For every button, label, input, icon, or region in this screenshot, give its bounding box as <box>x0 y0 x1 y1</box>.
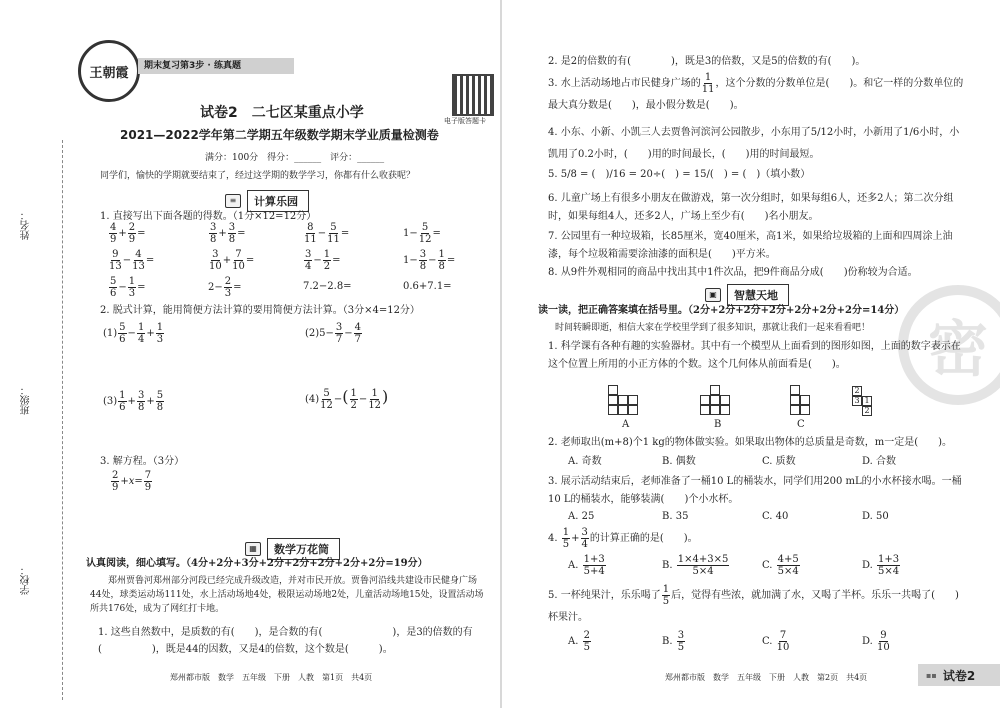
q2-item-3: (3) $\frac{1}{6}$ + $\frac{3}{8}$ + $\frac{5}{8}$ <box>103 390 164 413</box>
opt-letter: D. <box>862 636 873 647</box>
choice-q4: 4. $\frac{1}{5}$ + $\frac{3}{4}$ 的计算正确的是( )。 <box>548 527 698 550</box>
fill-q2: 2. 是2的倍数的有( )，既是3的倍数，又是5的倍数的有( )。 <box>548 56 866 67</box>
exam-title: 试卷2 二七区某重点小学 <box>200 105 364 121</box>
calc-item: $\frac{9}{13}$ − $\frac{4}{13}$ = <box>109 249 155 272</box>
calc-item: 2− $\frac{2}{3}$ = <box>208 276 242 299</box>
choice-q5-opt-a[interactable]: A. $\frac{2}{5}$ <box>568 630 590 653</box>
choice-q4-opt-c[interactable]: C. $\frac{4+5}{5\times 4}$ <box>762 554 799 577</box>
stamp-text: 密 <box>928 315 988 385</box>
choice-q2: 2. 老师取出(m+8)个1 kg的物体做实验。如果取出物体的总质量是奇数，m一定是( )。 <box>548 437 953 448</box>
opt-letter: C. <box>762 636 773 647</box>
calc-item: 1− $\frac{5}{12}$ = <box>403 222 441 245</box>
paper-tab-label: 试卷2 <box>942 668 976 683</box>
review-step-badge <box>138 58 294 74</box>
section-icon: ▦ <box>245 542 261 556</box>
q1-title: 1. 直接写出下面各题的得数。（1分×12=12分） <box>100 211 317 222</box>
opt-letter: B. <box>662 636 673 647</box>
calc-item: 1− $\frac{3}{8}$ − $\frac{1}{8}$ = <box>403 249 456 272</box>
q2-item-1: (1) $\frac{5}{6}$ − $\frac{1}{4}$ + $\frac{1}{3}$ <box>103 322 164 345</box>
section-kaleidoscope-title: 数学万花筒 <box>267 538 340 560</box>
choice-q3-opt-d[interactable]: D. 50 <box>862 511 889 522</box>
calc-item-decimal-1: 7.2−2.8= <box>303 281 352 292</box>
left-footer: 郑州都市版 数学 五年级 下册 人教 第1页 共4页 <box>170 673 373 682</box>
option-b-label: B <box>714 419 722 430</box>
option-b-figure[interactable] <box>700 385 740 417</box>
intro-text: 同学们，愉快的学期就要结束了，经过这学期的数学学习，你都有什么收获呢？ <box>100 171 416 181</box>
choice-q4-opt-d[interactable]: D. $\frac{1+3}{5\times 4}$ <box>862 554 900 577</box>
calc-item-decimal-2: 0.6+7.1= <box>403 281 452 292</box>
fill-q3: 3. 水上活动场地占市民健身广场的 $\frac{1}{11}$ ，这个分数的分数单位是( )。和它一样的分数单位的最大真分数是( )，最小假分数是( )。 <box>548 72 964 111</box>
choice-q5-opt-c[interactable]: C. $\frac{7}{10}$ <box>762 630 790 653</box>
choice-q5: 5. 一杯纯果汁，乐乐喝了 $\frac{1}{5}$ 后，觉得有些浓，就加满了水，又喝了半杯。乐乐一共喝了( )杯果汁。 <box>548 584 959 623</box>
choice-q2-opt-d[interactable]: D. 合数 <box>862 456 897 467</box>
fill-q1: 1. 这些自然数中，是质数的有( )，是合数的有( )，是3的倍数的有( )，既是44的因数，又是4的倍数，这个数是( )。 <box>98 627 473 655</box>
fill-q6: 6. 儿童广场上有很多小朋友在做游戏，第一次分组时，如果每组6人，还多2人；第二次分组时，如果每组4人，还多2人，广场上至少有( )名小朋友。 <box>548 193 954 222</box>
q2-label-3: (3) <box>103 396 118 407</box>
paper-tab <box>918 664 1000 686</box>
choice-q3: 3. 展示活动结束后，老师准备了一桶10 L的桶装水，同学们用200 mL的小水杯接水喝。一桶10 L的桶装水，能够装满( )个小水杯。 <box>548 476 962 505</box>
option-c-label: C <box>797 419 805 430</box>
choice-q4-text: 的计算正确的是( )。 <box>589 533 698 544</box>
choice-q2-opt-a[interactable]: A. 奇数 <box>568 456 602 467</box>
fill-q3-suffix: ，这个分数的分数单位是( )。和它一样的分数单位的最大真分数是( )，最小假分数是( )。 <box>548 78 964 111</box>
brand-logo <box>78 40 140 102</box>
exam-subtitle: 2021—2022学年第二学期五年级数学期末学业质量检测卷 <box>120 128 439 142</box>
opt-letter: D. <box>862 560 873 571</box>
school-label: 学校： <box>21 565 32 595</box>
right-footer: 郑州都市版 数学 五年级 下册 人教 第2页 共4页 <box>665 673 868 682</box>
qr-caption: 电子版答题卡 <box>444 117 486 125</box>
choose-intro: 时间转瞬即逝，相信大家在学校里学到了很多知识，那就让我们一起来看看吧！ <box>555 323 871 333</box>
equation: $\frac{2}{9}$ +x= $\frac{7}{9}$ <box>112 470 152 493</box>
binding-line <box>62 140 63 700</box>
q3-title: 3. 解方程。（3分） <box>100 456 185 467</box>
option-c-figure[interactable] <box>790 385 830 417</box>
q2-label-2: (2)5− <box>305 328 334 339</box>
choice-q5-opt-d[interactable]: D. $\frac{9}{10}$ <box>862 630 890 653</box>
tab-dots: ▪▪ <box>926 670 937 680</box>
passage-text: 郑州贾鲁河郑州部分河段已经完成升级改造，并对市民开放。贾鲁河沿线共建设市民健身广场44处，球类运动场111处，水上活动场地4处，极限运动场地2处，儿童活动场地15处，设置活动场所共176处，成为了网红打卡地。 <box>90 576 484 614</box>
oral-calc-grid <box>108 222 488 302</box>
fill-q8: 8. 从9件外观相同的商品中找出其中1件次品，把9件商品分成( )份称较为合适。 <box>548 267 918 278</box>
choice-q3-opt-b[interactable]: B. 35 <box>662 511 689 522</box>
choice-q3-opt-c[interactable]: C. 40 <box>762 511 789 522</box>
q2-item-2: (2)5− $\frac{3}{7}$ − $\frac{4}{7}$ <box>305 322 362 345</box>
fill-section-title: 认真阅读，细心填写。（4分+2分+3分+2分+2分+2分+2分+2分=19分） <box>86 558 428 569</box>
qr-code[interactable] <box>452 74 494 116</box>
q2-title: 2. 脱式计算，能用简便方法计算的要用简便方法计算。（3分×4=12分） <box>100 305 420 316</box>
fill-q5: 5. 5/8 = ( )/16 = 20÷( ) = 15/( ) = ( )（填小数） <box>548 169 811 180</box>
choice-q4-opt-a[interactable]: A. $\frac{1+3}{5+4}$ <box>568 554 605 577</box>
grid-cell: 1 <box>862 396 872 406</box>
opt-letter: A. <box>568 636 579 647</box>
calc-item: $\frac{3}{10}$ + $\frac{7}{10}$ = <box>209 249 255 272</box>
fill-q7: 7. 公园里有一种垃圾箱，长85厘米，宽40厘米，高1米，如果给垃圾箱的上面和四周涂上油漆，每个垃圾箱需要涂油漆的面积是( )平方米。 <box>548 231 953 260</box>
top-view-grid <box>852 386 882 422</box>
choice-q5-opt-b[interactable]: B. $\frac{3}{5}$ <box>662 630 685 653</box>
grid-cell: 2 <box>862 406 872 416</box>
choice-q5-suffix: 后，觉得有些浓，就加满了水，又喝了半杯。乐乐一共喝了( )杯果汁。 <box>548 590 959 623</box>
option-a-label: A <box>622 419 630 430</box>
opt-letter: C. <box>762 560 773 571</box>
choice-q1: 1. 科学课有各种有趣的实验器材。其中有一个模型从上面看到的图形如图，上面的数字表示在这个位置上所用的小正方体的个数。这个几何体从前面看是( )。 <box>548 341 961 370</box>
section-icon: ≡ <box>225 194 241 208</box>
choice-q3-opt-a[interactable]: A. 25 <box>568 511 595 522</box>
option-a-figure[interactable] <box>608 385 648 417</box>
class-label: 班级： <box>21 385 32 415</box>
q2-label-1: (1) <box>103 328 118 339</box>
opt-letter: A. <box>568 560 579 571</box>
fill-q4: 4. 小东、小新、小凯三人去贾鲁河滨河公园散步，小东用了5/12小时，小新用了1/6小时，小凯用了0.2小时，( )用的时间最长，( )用的时间最短。 <box>548 127 960 160</box>
section-icon: ▣ <box>705 288 721 302</box>
grid-cell: 3 <box>852 396 862 406</box>
calc-item: $\frac{3}{4}$ − $\frac{1}{2}$ = <box>305 249 341 272</box>
choose-section-title: 读一读，把正确答案填在括号里。（2分+2分+2分+2分+2分+2分+2分=14分） <box>538 305 905 316</box>
calc-item: $\frac{3}{8}$ + $\frac{3}{8}$ = <box>210 222 246 245</box>
choice-q4-opt-b[interactable]: B. $\frac{1\times 4+3\times 5}{5\times 4}$ <box>662 554 729 577</box>
name-label: 姓名： <box>21 210 32 240</box>
q2-label-4: (4) <box>305 394 320 405</box>
choice-q5-prefix: 5. 一杯纯果汁，乐乐喝了 <box>548 590 661 601</box>
calc-item: $\frac{8}{11}$ − $\frac{5}{11}$ = <box>304 222 350 245</box>
section-calc-header <box>225 190 309 212</box>
opt-letter: B. <box>662 560 673 571</box>
calc-item: $\frac{5}{6}$ − $\frac{1}{3}$ = <box>110 276 146 299</box>
q2-item-4: (4) $\frac{5}{12}$ −( $\frac{1}{2}$ − $\frac{1}{12}$ ) <box>305 387 389 411</box>
grid-cell: 2 <box>852 386 862 396</box>
calc-item: $\frac{4}{9}$ + $\frac{2}{9}$ = <box>110 222 146 245</box>
section-wisdom-header <box>705 284 789 306</box>
fill-q3-prefix: 3. 水上活动场地占市民健身广场的 <box>548 78 701 89</box>
section-calc-title: 计算乐园 <box>247 190 309 212</box>
choice-q2-opt-c[interactable]: C. 质数 <box>762 456 796 467</box>
logo-text: 王朝霞 <box>89 65 129 81</box>
score-line: 满分：100分 得分：______ 评分：______ <box>205 153 385 163</box>
choice-q2-opt-b[interactable]: B. 偶数 <box>662 456 696 467</box>
section-wisdom-title: 智慧天地 <box>727 284 789 306</box>
page-divider <box>500 0 502 708</box>
badge-text: 期末复习第3步 · 练真题 <box>144 61 241 71</box>
